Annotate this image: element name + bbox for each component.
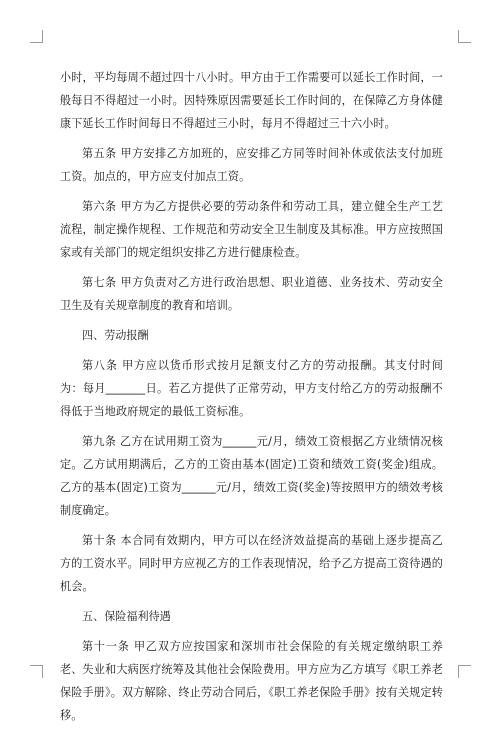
article-6-working-conditions: 第六条 甲方为乙方提供必要的劳动条件和劳动工具，建立健全生产工艺流程，制定操作规程、工作规范和劳动安全卫生制度及其标准。甲方应按照国家或有关部门的规定组织安排乙方进行健康检查。 [60, 200, 443, 259]
article-8-payment: 第八条 甲方应以货币形式按月足额支付乙方的劳动报酬。其支付时间为：每月_______日。若乙方提供了正常劳动，甲方支付给乙方的劳动报酬不得低于当地政府规定的最低工资标准。 [60, 359, 443, 418]
crop-mark-bottom-left [30, 665, 43, 678]
crop-mark-top-right [458, 30, 471, 43]
section-heading-remuneration: 四、劳动报酬 [82, 329, 149, 342]
article-7-training: 第七条 甲方负责对乙方进行政治思想、职业道德、业务技术、劳动安全卫生及有关规章制度的教育和培训。 [60, 276, 443, 312]
document-body [60, 66, 443, 734]
article-9-salary: 第九条 乙方在试用期工资为______元/月，绩效工资根据乙方业绩情况核定。乙方试用期满后，乙方的工资由基本(固定)工资和绩效工资(奖金)组成。乙方的基本(固定)工资为______元/月，绩效工资(奖金)等按照甲方的绩效考核制度确定。 [60, 435, 443, 517]
section-heading-insurance: 五、保险福利待遇 [82, 610, 171, 623]
article-5-overtime: 第五条 甲方安排乙方加班的，应安排乙方同等时间补休或依法支付加班工资。加点的，甲方应支付加点工资。 [60, 147, 443, 183]
article-11-social-insurance: 第十一条 甲乙双方应按国家和深圳市社会保险的有关规定缴纳职工养老、失业和大病医疗统筹及其他社会保险费用。甲方应为乙方填写《职工养老保险手册》。双方解除、终止劳动合同后，《职工养老保险手册》按有关规定转移。 [60, 640, 443, 722]
crop-mark-bottom-right [458, 665, 471, 678]
crop-mark-top-left [30, 30, 43, 43]
article-10-raises: 第十条 本合同有效期内，甲方可以在经济效益提高的基础上逐步提高乙方的工资水平。同时甲方应视乙方的工作表现情况，给予乙方提高工资待遇的机会。 [60, 534, 443, 593]
paragraph-working-hours: 小时，平均每周不超过四十八小时。甲方由于工作需要可以延长工作时间，一般每日不得超过一小时。因特殊原因需要延长工作时间的，在保障乙方身体健康下延长工作时间每日不得超过三小时，每月不得超过三十六小时。 [60, 71, 443, 130]
